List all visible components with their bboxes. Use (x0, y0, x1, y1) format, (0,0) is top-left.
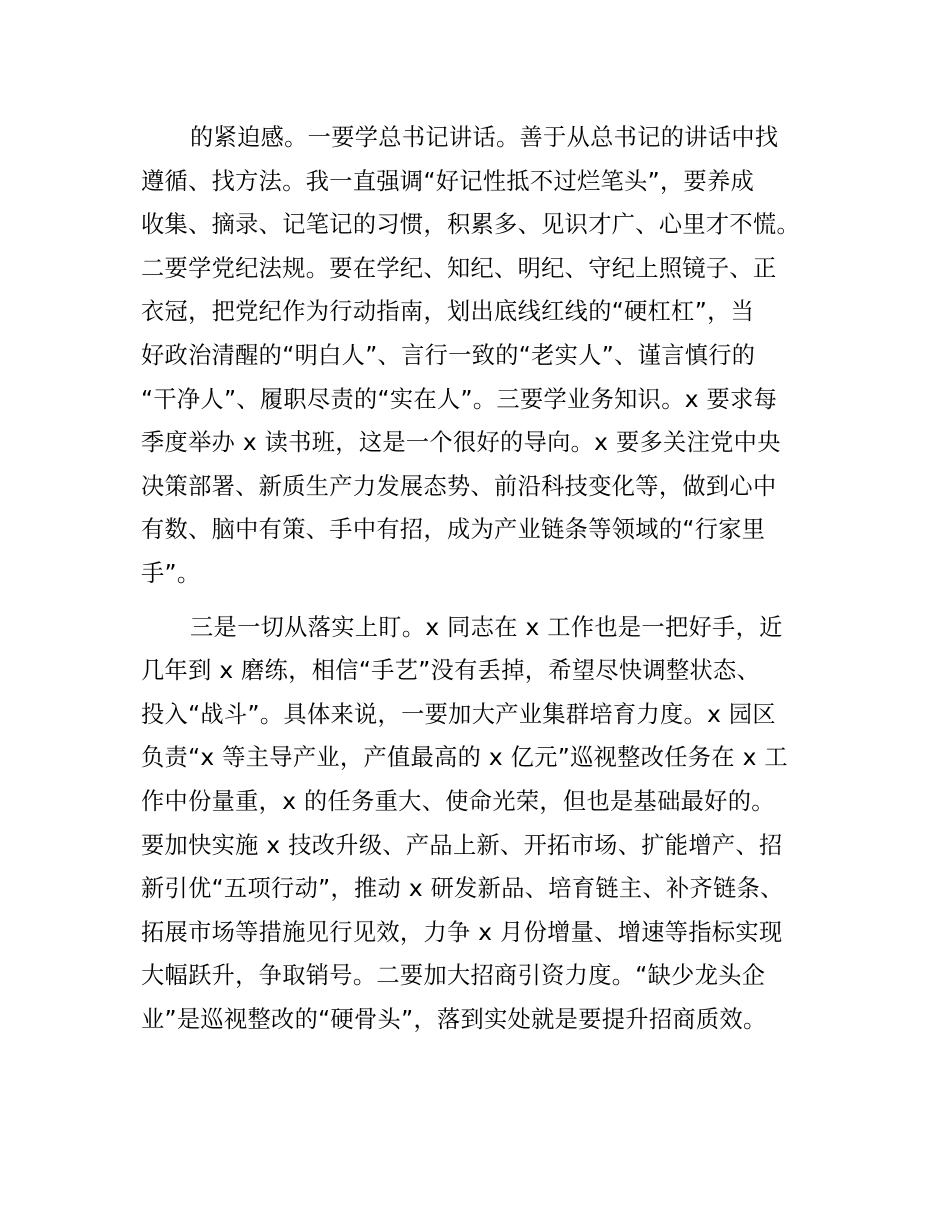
paragraph-1 (141, 116, 825, 596)
text-line: 要加快实施 x 技改升级、产品上新、开拓市场、扩能增产、招 (141, 831, 783, 859)
text-line: 新引优“五项行动”，推动 x 研发新品、培育链主、补齐链条、 (141, 875, 784, 903)
text-line: 作中份量重，x 的任务重大、使命光荣，但也是基础最好的。 (141, 787, 775, 815)
paragraph-2 (141, 606, 825, 1042)
text-line: 衣冠，把党纪作为行动指南，划出底线红线的“硬杠杠”，当 (141, 298, 755, 326)
text-line: 手”。 (141, 559, 201, 587)
text-line: 拓展市场等措施见行见效，力争 x 月份增量、增速等指标实现 (141, 918, 783, 946)
text-line: 的紧迫感。一要学总书记讲话。善于从总书记的讲话中找 (190, 124, 779, 151)
text-line: 遵循、找方法。我一直强调“好记性抵不过烂笔头”，要养成 (141, 167, 755, 195)
text-line: 三是一切从落实上盯。x 同志在 x 工作也是一把好手，近 (190, 613, 783, 641)
text-line: 收集、摘录、记笔记的习惯，积累多、见识才广、心里才不慌。 (141, 211, 801, 239)
text-line: 负责“x 等主导产业，产值最高的 x 亿元”巡视整改任务在 x 工 (141, 744, 788, 772)
text-line: 投入“战斗”。具体来说，一要加大产业集群培育力度。x 园区 (141, 700, 776, 728)
text-line: 季度举办 x 读书班，这是一个很好的导向。x 要多关注党中央 (141, 429, 781, 457)
text-line: 二要学党纪法规。要在学纪、知纪、明纪、守纪上照镜子、正 (141, 254, 777, 282)
text-line: 好政治清醒的“明白人”、言行一致的“老实人”、谨言慎行的 (141, 341, 756, 369)
text-line: 几年到 x 磨练，相信“手艺”没有丢掉，希望尽快调整状态、 (141, 657, 761, 685)
text-line: 业”是巡视整改的“硬骨头”，落到实处就是要提升招商质效。 (141, 1005, 767, 1033)
document-body (141, 116, 825, 1051)
text-line: “干净人”、履职尽责的“实在人”。三要学业务知识。x 要求每 (141, 385, 778, 413)
text-line: 决策部署、新质生产力发展态势、前沿科技变化等，做到心中 (141, 472, 777, 500)
text-line: 大幅跃升，争取销号。二要加大招商引资力度。“缺少龙头企 (141, 962, 766, 990)
text-line: 有数、脑中有策、手中有招，成为产业链条等领域的“行家里 (141, 516, 766, 544)
